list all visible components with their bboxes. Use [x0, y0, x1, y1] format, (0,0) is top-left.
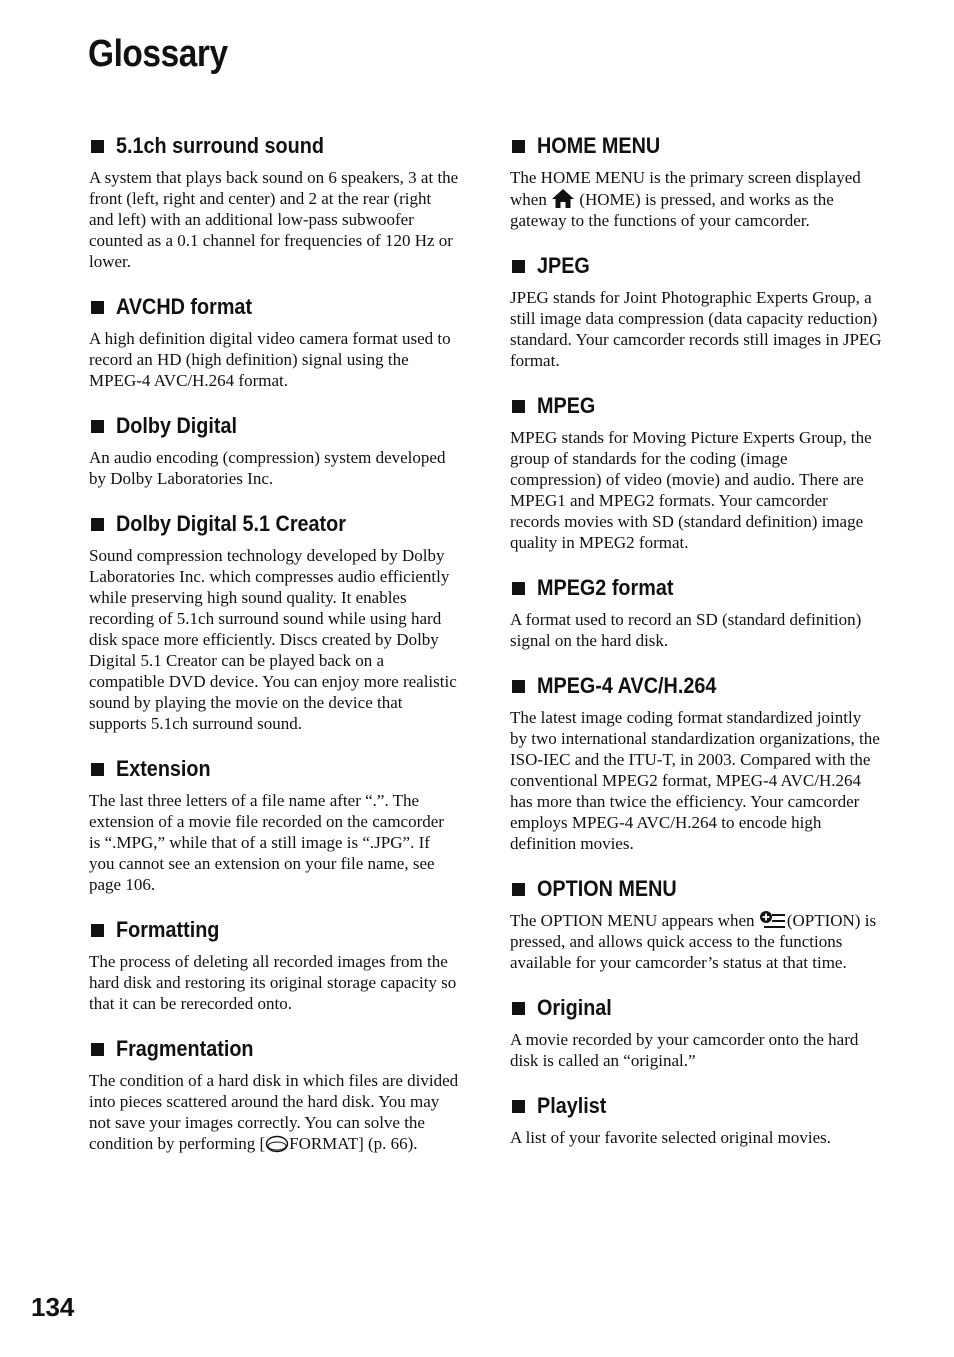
term-definition: A high definition digital video camera format used to record an HD (high definition) signal using the MPEG-4 AVC/H.264 format.	[89, 329, 451, 390]
term-definition: JPEG stands for Joint Photographic Experts Group, a still image data compression (data capacity reduction) standard. Your camcorder records still images in JPEG format.	[510, 288, 882, 370]
glossary-entry	[89, 754, 459, 895]
glossary-term	[510, 573, 882, 603]
page-number: 134	[31, 1292, 75, 1322]
glossary-term	[510, 874, 882, 904]
term-definition: Sound compression technology developed by Dolby Laboratories Inc. which compresses audio efficiently while preserving high sound quality. It enables recording of 5.1ch surround sound while using hard disk space more efficiently. Discs created by Dolby Digital 5.1 Creator can be played back on a compatible DVD device. You can enjoy more realistic sound by playing the movie on the device that supports 5.1ch surround sound.	[89, 546, 457, 733]
glossary-term	[89, 754, 459, 784]
term-definition: An audio encoding (compression) system developed by Dolby Laboratories Inc.	[89, 448, 446, 488]
home-icon	[551, 188, 575, 209]
glossary-column-right	[510, 131, 882, 1168]
term-definition	[510, 910, 882, 973]
term-definition: MPEG stands for Moving Picture Experts Group, the group of standards for the coding (image compression) of video (movie) and audio. There are MPEG1 and MPEG2 formats. Your camcorder records movies with SD (standard definition) image quality in MPEG2 format.	[510, 428, 872, 552]
glossary-term	[89, 509, 459, 539]
glossary-term	[510, 993, 882, 1023]
term-label: MPEG	[537, 393, 596, 418]
term-label: MPEG-4 AVC/H.264	[537, 673, 717, 698]
glossary-term	[510, 671, 882, 701]
glossary-term	[510, 391, 882, 421]
square-bullet-icon	[91, 1043, 104, 1056]
square-bullet-icon	[91, 140, 104, 153]
glossary-entry	[89, 411, 459, 489]
glossary-term	[510, 251, 882, 281]
definition-text-end: (OPTION) is pressed, and allows quick access to the functions available for your camcorder’s status at that time.	[510, 911, 877, 972]
glossary-entry	[510, 573, 882, 651]
term-label: Dolby Digital	[116, 413, 238, 438]
term-label: Original	[537, 995, 612, 1020]
glossary-entry	[510, 671, 882, 854]
glossary-entry	[510, 874, 882, 973]
glossary-term	[510, 1091, 882, 1121]
glossary-entry	[510, 131, 882, 231]
square-bullet-icon	[512, 883, 525, 896]
definition-text-start: The OPTION MENU appears when	[510, 911, 759, 930]
term-label: JPEG	[537, 253, 590, 278]
glossary-entry	[510, 1091, 882, 1148]
glossary-term	[89, 915, 459, 945]
square-bullet-icon	[512, 260, 525, 273]
page-title: Glossary	[88, 33, 228, 75]
term-definition: A system that plays back sound on 6 speakers, 3 at the front (left, right and center) and 2 at the rear (right and left) with an additional low-pass subwoofer counted as a 0.1 channel for frequencies of 120 Hz or lower.	[89, 168, 459, 271]
term-label: Extension	[116, 756, 211, 781]
term-definition	[510, 167, 882, 231]
square-bullet-icon	[91, 763, 104, 776]
glossary-entry	[89, 131, 459, 272]
glossary-term	[89, 292, 459, 322]
term-definition: A movie recorded by your camcorder onto the hard disk is called an “original.”	[510, 1030, 859, 1070]
glossary-term	[89, 131, 459, 161]
term-definition: The process of deleting all recorded images from the hard disk and restoring its original storage capacity so that it can be rerecorded onto.	[89, 952, 457, 1013]
definition-text-start: The HOME MENU is the primary screen displayed when	[510, 168, 861, 209]
square-bullet-icon	[512, 400, 525, 413]
definition-text-end: (HOME) is pressed, and works as the gateway to the functions of your camcorder.	[510, 190, 834, 230]
square-bullet-icon	[512, 1002, 525, 1015]
glossary-term	[89, 411, 459, 441]
square-bullet-icon	[512, 680, 525, 693]
term-label: MPEG2 format	[537, 575, 674, 600]
term-label: Playlist	[537, 1093, 607, 1118]
glossary-column-left	[89, 131, 459, 1174]
term-label: HOME MENU	[537, 133, 661, 158]
term-definition: A list of your favorite selected original movies.	[510, 1128, 832, 1147]
term-definition: The latest image coding format standardized jointly by two international standardization organizations, the ISO-IEC and the ITU-T, in 2003. Compared with the conventional MPEG2 format, MPEG-4 AVC/H.264 has more than twice the efficiency. Your camcorder employs MPEG-4 AVC/H.264 to encode high definition movies.	[510, 708, 880, 853]
square-bullet-icon	[91, 924, 104, 937]
glossary-entry	[510, 993, 882, 1071]
glossary-entry	[89, 915, 459, 1014]
square-bullet-icon	[512, 582, 525, 595]
term-label: OPTION MENU	[537, 876, 677, 901]
glossary-entry	[510, 251, 882, 371]
hard-disk-icon	[265, 1135, 289, 1153]
square-bullet-icon	[91, 518, 104, 531]
term-definition	[89, 1070, 459, 1154]
option-icon	[759, 910, 787, 930]
glossary-entry	[510, 391, 882, 553]
definition-text-start: The condition of a hard disk in which files are divided into pieces scattered around the hard disk. You may not save your images correctly. You can solve the condition by performing [	[89, 1071, 459, 1153]
definition-text-end: FORMAT] (p. 66).	[289, 1134, 418, 1153]
term-label: Fragmentation	[116, 1036, 254, 1061]
term-label: Formatting	[116, 917, 220, 942]
square-bullet-icon	[91, 420, 104, 433]
term-definition: The last three letters of a file name after “.”. The extension of a movie file recorded on the camcorder is “.MPG,” while that of a still image is “.JPG”. If you cannot see an extension on your file name, see page 106.	[89, 791, 444, 894]
term-label: Dolby Digital 5.1 Creator	[116, 511, 346, 536]
glossary-entry	[89, 509, 459, 734]
glossary-entry	[89, 1034, 459, 1154]
glossary-entry	[89, 292, 459, 391]
term-label: AVCHD format	[116, 294, 253, 319]
glossary-term	[510, 131, 882, 161]
square-bullet-icon	[512, 140, 525, 153]
square-bullet-icon	[512, 1100, 525, 1113]
glossary-term	[89, 1034, 459, 1064]
square-bullet-icon	[91, 301, 104, 314]
term-label: 5.1ch surround sound	[116, 133, 324, 158]
term-definition: A format used to record an SD (standard definition) signal on the hard disk.	[510, 610, 862, 650]
